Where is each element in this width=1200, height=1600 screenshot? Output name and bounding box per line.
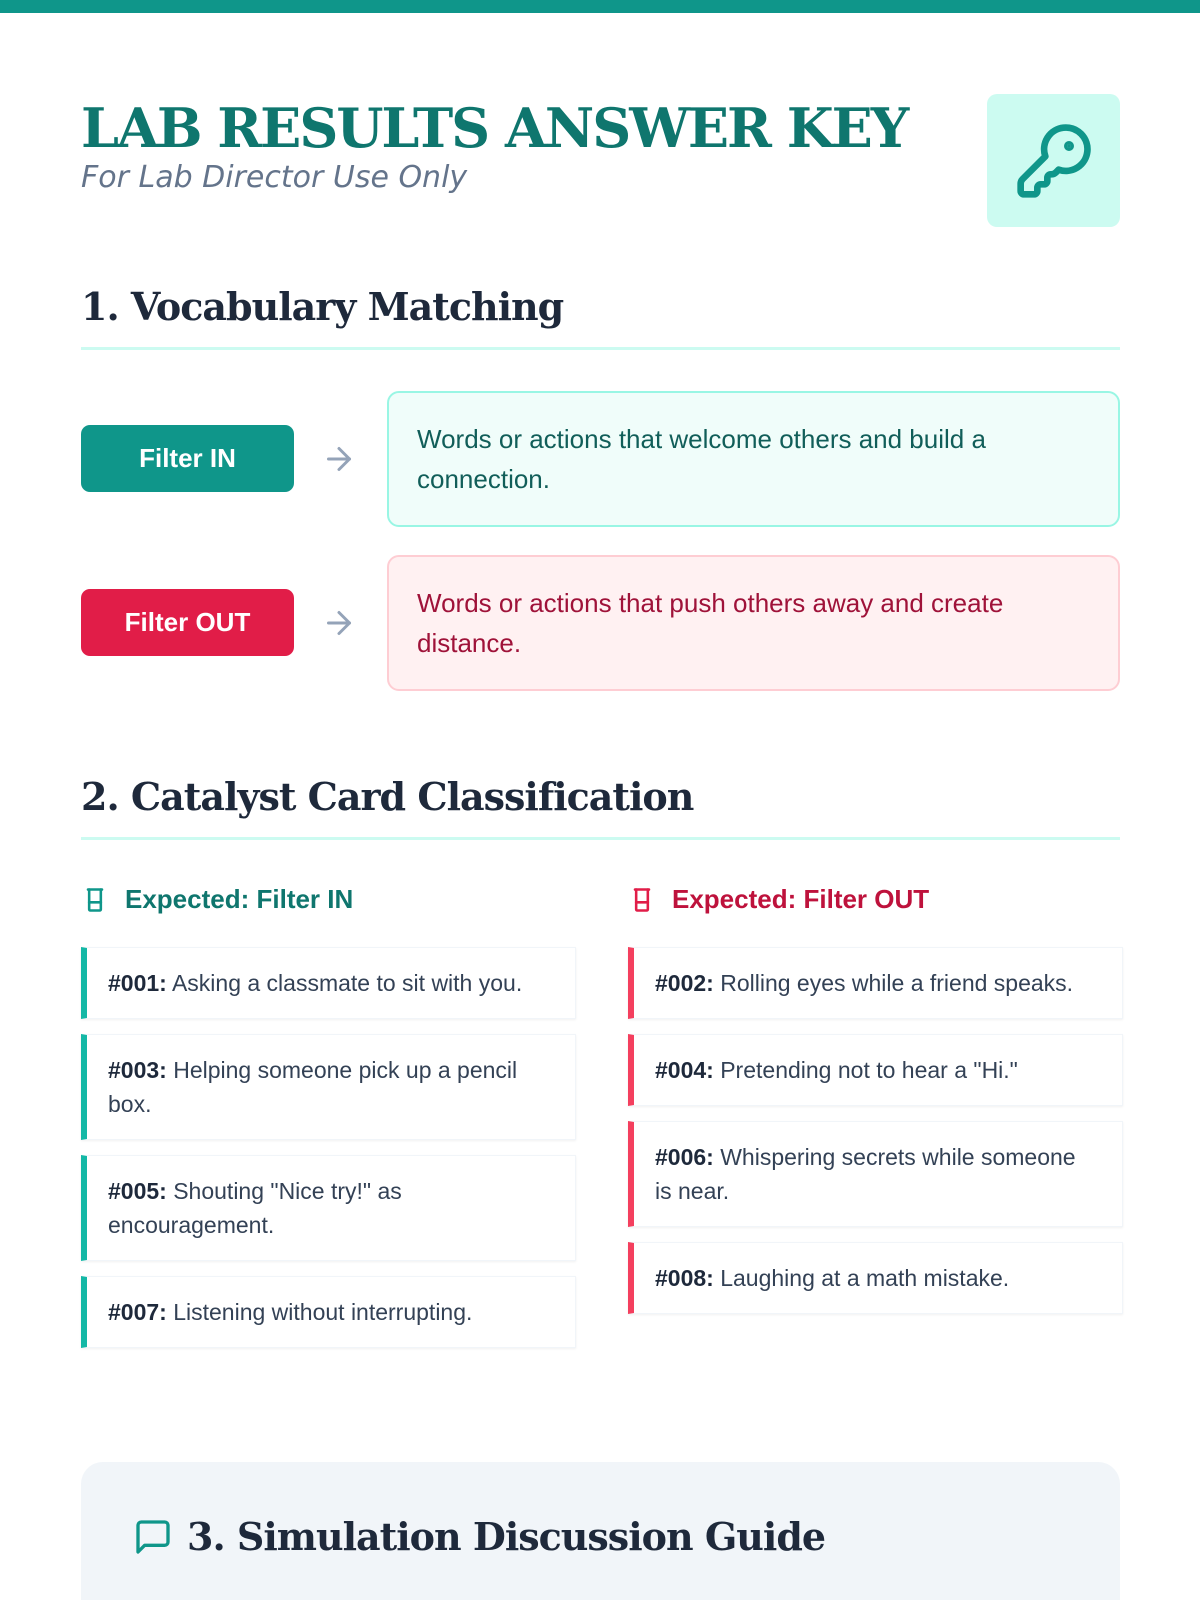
key-badge — [987, 94, 1120, 227]
card-id: #003: — [108, 1057, 167, 1083]
filter-in-heading-label: Expected: Filter IN — [125, 884, 354, 914]
vocab-section-title: 1. Vocabulary Matching — [81, 284, 564, 329]
filter-out-card-list — [628, 947, 1123, 1329]
section-divider — [81, 347, 1120, 350]
card-text: Listening without interrupting. — [173, 1299, 473, 1325]
card-id: #004: — [655, 1057, 714, 1083]
vocab-row-filter-in — [81, 391, 1120, 527]
card-id: #007: — [108, 1299, 167, 1325]
card-text: Asking a classmate to sit with you. — [171, 970, 523, 996]
card-text: Laughing at a math mistake. — [720, 1265, 1010, 1291]
discussion-title-label: 3. Simulation Discussion Guide — [187, 1514, 826, 1559]
catalyst-card — [628, 1121, 1123, 1227]
filter-out-column-heading — [628, 884, 929, 915]
beaker-icon — [81, 886, 109, 914]
filter-out-term: Filter OUT — [81, 589, 294, 656]
filter-out-definition: Words or actions that push others away and create distance. — [387, 555, 1120, 691]
filter-in-definition: Words or actions that welcome others and build a connection. — [387, 391, 1120, 527]
card-id: #008: — [655, 1265, 714, 1291]
catalyst-card — [81, 1034, 576, 1140]
card-id: #006: — [655, 1144, 714, 1170]
card-id: #005: — [108, 1178, 167, 1204]
arrow-right-icon — [321, 441, 357, 477]
filter-in-column-heading — [81, 884, 353, 915]
section-divider — [81, 837, 1120, 840]
filter-in-term: Filter IN — [81, 425, 294, 492]
card-id: #002: — [655, 970, 714, 996]
card-text: Rolling eyes while a friend speaks. — [720, 970, 1074, 996]
key-icon — [1014, 121, 1094, 201]
catalyst-card — [81, 1155, 576, 1261]
catalyst-card — [81, 947, 576, 1019]
classification-section-title: 2. Catalyst Card Classification — [81, 774, 694, 819]
catalyst-card — [628, 1034, 1123, 1106]
top-accent-bar — [0, 0, 1200, 13]
page-title: LAB RESULTS ANSWER KEY — [81, 96, 908, 160]
page-subtitle: For Lab Director Use Only — [81, 160, 468, 195]
card-text: Whispering secrets while someone is near. — [655, 1144, 1076, 1204]
card-text: Shouting "Nice try!" as encouragement. — [108, 1178, 402, 1238]
filter-in-card-list — [81, 947, 576, 1363]
discussion-section-title — [133, 1514, 825, 1559]
card-id: #001: — [108, 970, 167, 996]
discussion-guide-panel — [81, 1462, 1120, 1600]
card-text: Helping someone pick up a pencil box. — [108, 1057, 518, 1117]
filter-out-heading-label: Expected: Filter OUT — [672, 884, 930, 914]
arrow-right-icon — [321, 605, 357, 641]
page-header — [81, 96, 1120, 228]
card-text: Pretending not to hear a "Hi." — [720, 1057, 1018, 1083]
beaker-icon — [628, 886, 656, 914]
catalyst-card — [628, 947, 1123, 1019]
catalyst-card — [628, 1242, 1123, 1314]
vocab-row-filter-out — [81, 555, 1120, 691]
chat-bubble-icon — [133, 1517, 173, 1557]
catalyst-card — [81, 1276, 576, 1348]
